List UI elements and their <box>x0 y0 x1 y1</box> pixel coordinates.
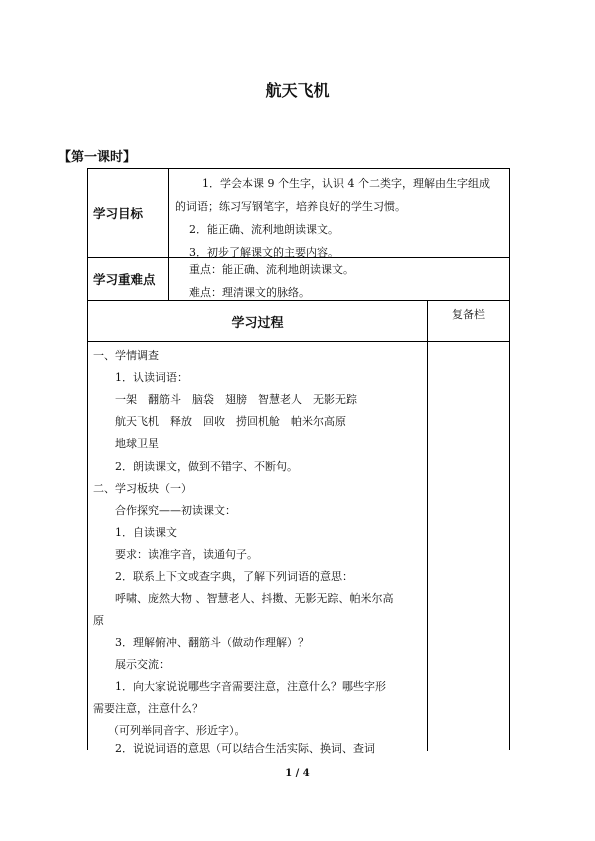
difficulty-label: 学习重难点 <box>88 258 169 300</box>
process-line: （可列举同音字、形近字）。 <box>108 724 246 737</box>
process-line: 2．联系上下文或查字典，了解下列词语的意思： <box>115 570 353 583</box>
process-line: 二、学习板块（一） <box>93 482 192 495</box>
process-line: 展示交流： <box>115 658 170 671</box>
difficulty-line: 重点：能正确、流利地朗读课文。 <box>189 263 354 276</box>
process-line: 需要注意，注意什么？ <box>93 702 203 715</box>
difficulty-line: 难点：理清课文的脉络。 <box>189 286 310 299</box>
page-number: 1 / 4 <box>285 768 310 779</box>
process-label: 学习过程 <box>88 301 428 341</box>
process-header-row <box>88 301 509 342</box>
section-label: 【第一课时】 <box>58 150 137 165</box>
process-line: 呼啸、庞然大物 、智慧老人、抖擞、无影无踪、帕米尔高 <box>115 592 394 605</box>
goals-line: 的词语；练习写钢笔字，培养良好的学生习惯。 <box>175 200 406 213</box>
process-content <box>88 342 428 755</box>
difficulty-content <box>169 258 509 300</box>
process-line: 3．理解俯冲、翻筋斗（做动作理解）？ <box>115 636 309 649</box>
goals-line: 1．学会本课 9 个生字，认识 4 个二类字，理解由生字组成 <box>202 177 490 190</box>
process-line: 原 <box>93 614 104 627</box>
goals-row <box>88 169 509 258</box>
difficulty-row <box>88 258 509 301</box>
process-line: 航天飞机 释放 回收 捞回机舱 帕米尔高原 <box>115 415 346 428</box>
process-line: 1．认读词语： <box>115 371 188 384</box>
process-line: 2．朗读课文，做到不错字、不断句。 <box>115 460 298 473</box>
document-title: 航天飞机 <box>265 81 330 100</box>
process-line: 一、学情调查 <box>93 349 159 362</box>
process-line: 要求：读准字音，读通句子。 <box>115 548 258 561</box>
process-line: 1．自读课文 <box>115 526 177 539</box>
lesson-table <box>87 168 510 755</box>
goals-content <box>169 169 509 257</box>
goals-label: 学习目标 <box>88 169 169 257</box>
review-column-label: 复备栏 <box>452 308 485 321</box>
process-line: 合作探究——初读课文： <box>115 504 236 517</box>
goals-line: 3．初步了解课文的主要内容。 <box>189 246 339 259</box>
process-line: 1．向大家说说哪些字音需要注意，注意什么？哪些字形 <box>115 680 386 693</box>
process-line: 地球卫星 <box>115 437 159 450</box>
process-line: 2．说说词语的意思（可以结合生活实际、换词、查词 <box>115 742 375 755</box>
goals-line: 2．能正确、流利地朗读课文。 <box>189 223 339 236</box>
process-line: 一架 翻筋斗 脑袋 翅膀 智慧老人 无影无踪 <box>115 393 357 406</box>
